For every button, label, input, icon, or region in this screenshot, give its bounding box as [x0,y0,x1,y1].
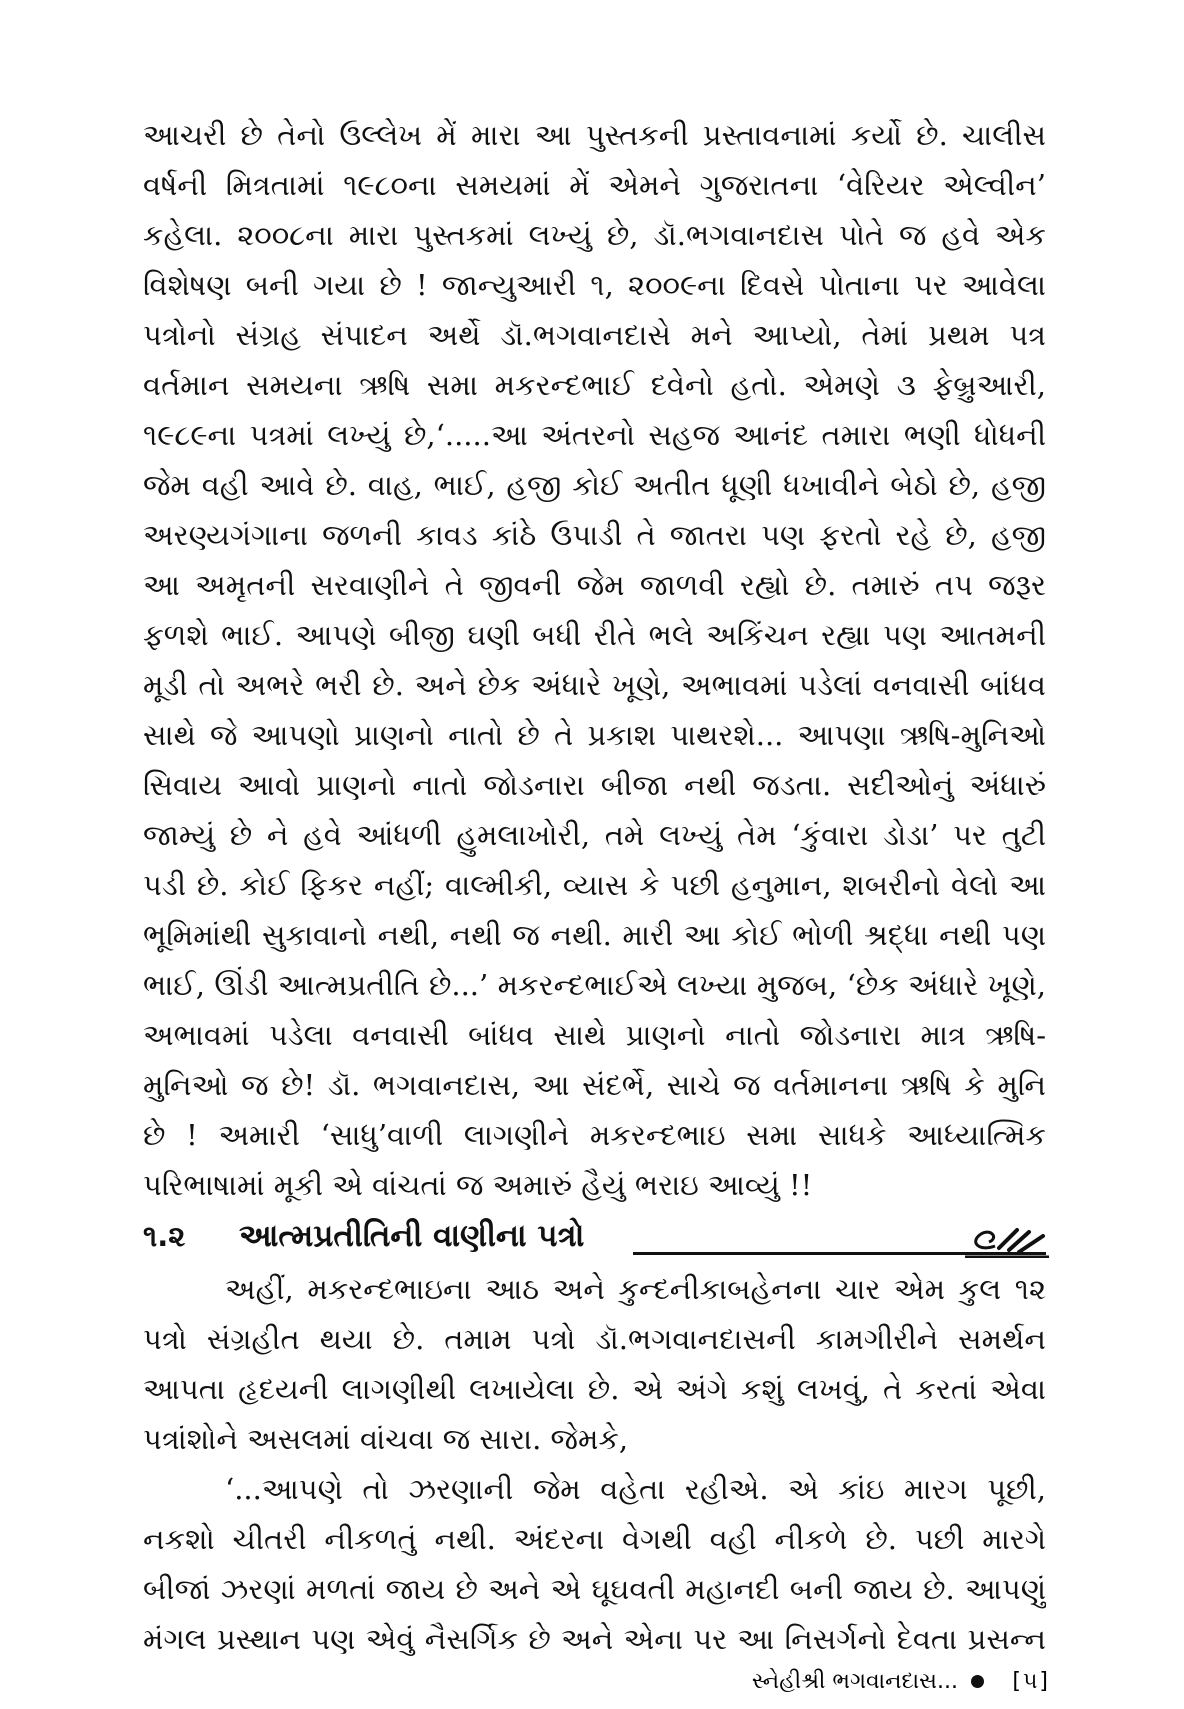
text-line: પડી છે. કોઈ ફિકર નહીં; વાલ્મીકી, વ્યાસ કે પછી હનુમાન, શબરીનો વેલો આ [143,868,1046,902]
text-line: આચરી છે તેનો ઉલ્લેખ મેં મારા આ પુસ્તકની પ્રસ્તાવનામાં કર્યો છે. ચાલીસ [143,118,1046,152]
text-line: સિવાય આવો પ્રાણનો નાતો જોડનારા બીજા નથી જડતા. સદીઓનું અંધારું [143,768,1046,802]
bullet-dot-icon [971,1675,984,1688]
text-line: પત્રોનો સંગ્રહ સંપાદન અર્થે ડૉ.ભગવાનદાસે મને આપ્યો, તેમાં પ્રથમ પત્ર [143,318,1046,352]
text-line: આ અમૃતની સરવાણીને તે જીવની જેમ જાળવી રહ્યો છે. તમારું તપ જરૂર [143,568,1046,602]
running-title: સ્નેહીશ્રી ભગવાનદાસ... [751,1669,958,1694]
text-line: નકશો ચીતરી નીકળતું નથી. અંદરના વેગથી વહી નીકળે છે. પછી મારગે [143,1522,1046,1556]
text-line: સાથે જે આપણો પ્રાણનો નાતો છે તે પ્રકાશ પાથરશે... આપણા ઋષિ-મુનિઓ [143,718,1046,752]
text-line: મુનિઓ જ છે! ડૉ. ભગવાનદાસ, આ સંદર્ભે, સાચે જ વર્તમાનના ઋષિ કે મુનિ [143,1068,1046,1102]
text-line: મંગલ પ્રસ્થાન પણ એવું નૈસર્ગિક છે અને એના પર આ નિસર્ગનો દેવતા પ્રસન્ન [143,1622,1046,1656]
text-line: બીજાં ઝરણાં મળતાં જાય છે અને એ ઘૂઘવતી મહાનદી બની જાય છે. આપણું [143,1572,1046,1606]
text-line: ૧૯૮૯ના પત્રમાં લખ્યું છે,‘.....આ અંતરનો સહજ આનંદ તમારા ભણી ધોધની [143,418,1046,452]
section-heading [143,1210,1046,1262]
text-line: છે ! અમારી ‘સાધુ’વાળી લાગણીને મકરન્દભાઇ સમા સાધકે આધ્યાત્મિક [143,1118,1046,1152]
section-title: આત્મપ્રતીતિની વાણીના પત્રો [239,1218,585,1254]
text-line: મૂડી તો અભરે ભરી છે. અને છેક અંધારે ખૂણે, અભાવમાં પડેલાં વનવાસી બાંધવ [143,668,1046,702]
text-line: કહેલા. ૨૦૦૮ના મારા પુસ્તકમાં લખ્યું છે, ડૉ.ભગવાનદાસ પોતે જ હવે એક [143,218,1046,252]
text-line: અરણ્યગંગાના જળની કાવડ કાંઠે ઉપાડી તે જાતરા પણ ફરતો રહે છે, હજી [143,518,1046,552]
text-line: ભૂમિમાંથી સુકાવાનો નથી, નથી જ નથી. મારી આ કોઈ ભોળી શ્રદ્ધા નથી પણ [143,918,1046,952]
text-line: વર્તમાન સમયના ઋષિ સમા મકરન્દભાઈ દવેનો હતો. એમણે ૩ ફેબ્રુઆરી, [143,368,1046,402]
section-number: ૧.૨ [143,1219,186,1253]
text-line: વિશેષણ બની ગયા છે ! જાન્યુઆરી ૧, ૨૦૦૯ના દિવસે પોતાના પર આવેલા [143,268,1046,302]
text-line: વર્ષની મિત્રતામાં ૧૯૮૦ના સમયમાં મેં એમને ગુજરાતના ‘વેરિયર એલ્વીન’ [143,168,1046,202]
text-line: જેમ વહી આવે છે. વાહ, ભાઈ, હજી કોઈ અતીત ધૂણી ધખાવીને બેઠો છે, હજી [143,468,1046,502]
page-number: [૫] [1012,1669,1050,1694]
page-footer [640,1664,1050,1700]
text-line: ફળશે ભાઈ. આપણે બીજી ઘણી બધી રીતે ભલે અકિંચન રહ્યા પણ આતમની [143,618,1046,652]
text-line: પત્રો સંગ્રહીત થયા છે. તમામ પત્રો ડૉ.ભગવાનદાસની કામગીરીને સમર્થન [143,1322,1046,1356]
text-line: અહીં, મકરન્દભાઇના આઠ અને કુન્દનીકાબહેનના ચાર એમ કુલ ૧૨ [225,1272,1046,1306]
text-line: પત્રાંશોને અસલમાં વાંચવા જ સારા. જેમકે, [143,1422,629,1456]
text-line: જામ્યું છે ને હવે આંધળી હુમલાખોરી, તમે લખ્યું તેમ ‘કુંવારા ડોડા’ પર તુટી [143,818,1046,852]
text-line: ‘...આપણે તો ઝરણાની જેમ વહેતા રહીએ. એ કાંઇ મારગ પૂછી, [225,1472,1046,1506]
text-line: આપતા હૃદયની લાગણીથી લખાયેલા છે. એ અંગે કશું લખવું, તે કરતાં એવા [143,1372,1046,1406]
flourish-ornament-icon [965,1224,1049,1258]
text-line: અભાવમાં પડેલા વનવાસી બાંધવ સાથે પ્રાણનો નાતો જોડનારા માત્ર ઋષિ- [143,1018,1046,1052]
text-line: ભાઈ, ઊંડી આત્મપ્રતીતિ છે...’ મકરન્દભાઈએ લખ્યા મુજબ, ‘છેક અંધારે ખૂણે, [143,968,1046,1002]
text-line: પરિભાષામાં મૂકી એ વાંચતાં જ અમારું હૈયું ભરાઇ આવ્યું !! [143,1168,813,1202]
